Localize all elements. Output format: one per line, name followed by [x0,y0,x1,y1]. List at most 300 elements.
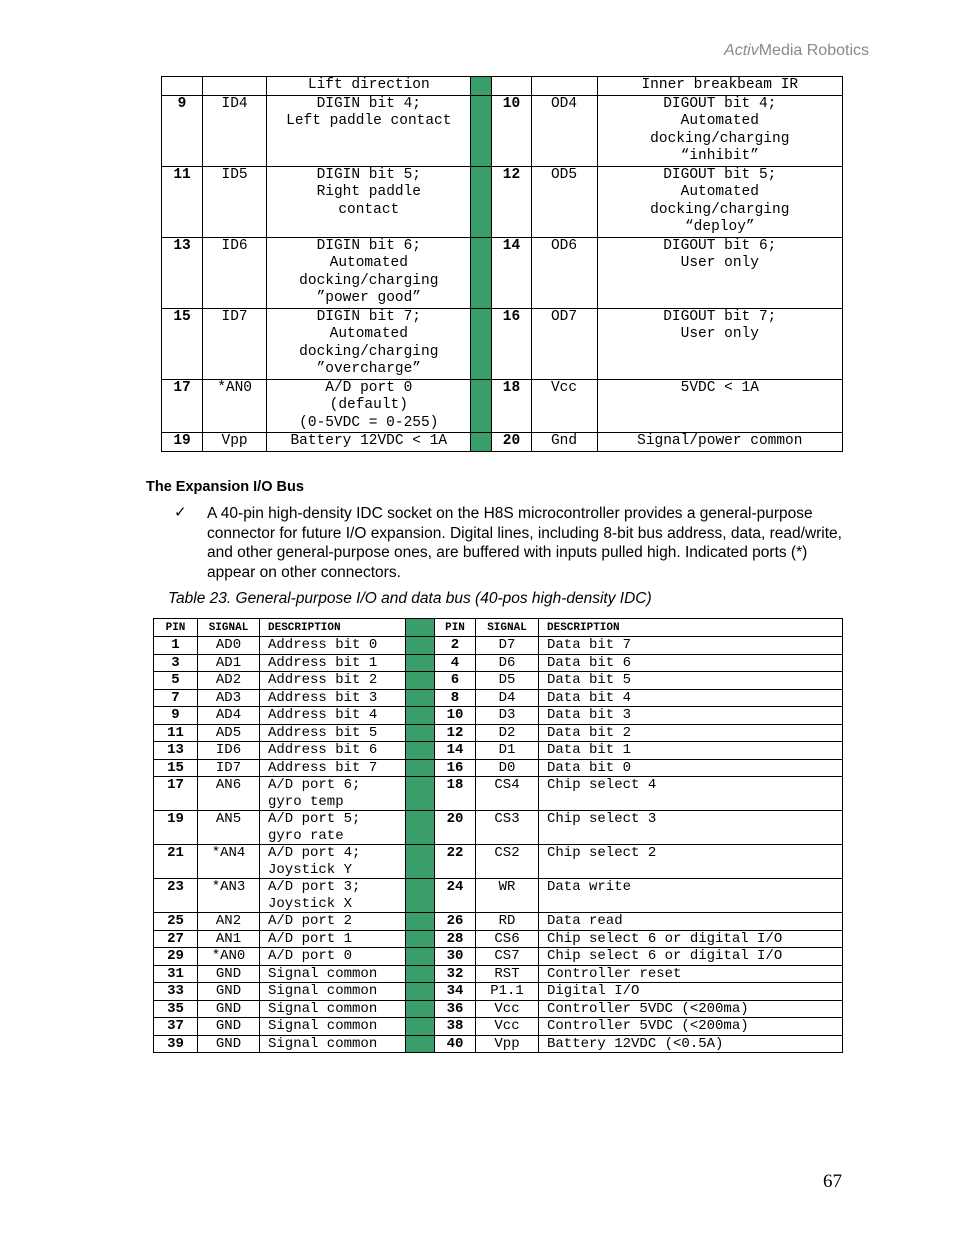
signal-name: WR [476,879,539,913]
cell-line: Chip select 3 [547,811,657,827]
signal-name: OD6 [531,237,597,308]
description [597,379,842,433]
header-pin: PIN [154,619,198,637]
signal-name: *AN3 [198,879,260,913]
description [260,777,406,811]
description [539,724,843,742]
description [539,845,843,879]
cell-line: Signal common [268,1000,378,1017]
signal-name: RD [476,913,539,931]
pin-number: 13 [162,237,203,308]
column-divider [406,1018,435,1036]
signal-name: D0 [476,759,539,777]
signal-name: AD1 [198,654,260,672]
table-row [154,724,843,742]
description [539,1035,843,1053]
signal-name: ID6 [203,237,267,308]
table-row [154,689,843,707]
signal-name: D6 [476,654,539,672]
cell-line: DIGIN bit 7; [316,308,421,325]
signal-name: GND [198,1035,260,1053]
description [260,672,406,690]
description [260,965,406,983]
header-signal: SIGNAL [476,619,539,637]
pin-number: 15 [162,308,203,379]
cell-line: Data bit 3 [547,707,632,723]
pin-number: 18 [492,379,531,433]
signal-name: AD3 [198,689,260,707]
cell-line: (default) [329,397,408,413]
cell-line: DIGIN bit 5; [316,166,421,183]
signal-name: AD2 [198,672,260,690]
pin-number: 5 [154,672,198,690]
signal-name: AN6 [198,777,260,811]
pin-number: 17 [154,777,198,811]
column-divider [406,619,435,637]
description [260,930,406,948]
pin-number: 40 [435,1035,476,1053]
cell-line: Chip select 6 or digital I/O [547,948,783,964]
column-divider [406,724,435,742]
header-description: DESCRIPTION [539,619,843,637]
table-row [162,308,843,379]
cell-line: ”overcharge” [316,361,421,377]
cell-line: Signal common [268,1018,378,1034]
signal-name: D4 [476,689,539,707]
table-row [162,433,843,452]
signal-name: D3 [476,707,539,725]
cell-line: gyro rate [268,827,344,844]
description [539,637,843,655]
pin-number: 9 [154,707,198,725]
column-divider [406,1035,435,1053]
cell-line: Data bit 0 [547,759,632,776]
pin-number: 12 [492,166,531,237]
pin-number: 28 [435,930,476,948]
signal-name: *AN0 [198,948,260,966]
pin-number: 7 [154,689,198,707]
description [260,637,406,655]
description [539,930,843,948]
description [539,811,843,845]
description [260,811,406,845]
pin-number: 27 [154,930,198,948]
cell-line: A/D port 4; [268,845,361,861]
signal-name: CS6 [476,930,539,948]
description [539,965,843,983]
pin-number: 19 [162,433,203,452]
column-divider [406,654,435,672]
pin-number: 11 [162,166,203,237]
signal-name: Vpp [203,433,267,452]
cell-line: Automated [329,326,408,342]
column-divider [406,759,435,777]
signal-name: CS3 [476,811,539,845]
description [597,433,842,452]
pin-number: 33 [154,983,198,1001]
table-row [162,379,843,433]
column-divider [471,77,492,96]
description [267,308,471,379]
description [260,845,406,879]
column-divider [406,707,435,725]
cell-line: User only [680,326,759,342]
section-title: The Expansion I/O Bus [146,479,304,495]
cell-line: DIGOUT bit 4; [663,95,777,112]
signal-name: AD4 [198,707,260,725]
pin-number: 31 [154,965,198,983]
cell-line: Joystick Y [268,861,353,878]
signal-name: OD4 [531,95,597,166]
page-number: 67 [823,1171,842,1192]
pinout-table-continued [161,76,843,452]
pin-number: 3 [154,654,198,672]
expansion-io-table [153,618,843,1053]
cell-line: contact [338,201,400,218]
column-divider [406,913,435,931]
column-divider [406,742,435,760]
cell-line: DIGOUT bit 6; [663,237,777,254]
description [539,707,843,725]
cell-line: Data bit 1 [547,742,632,758]
cell-line: Data bit 7 [547,637,632,653]
cell-line: “deploy” [684,219,755,235]
column-divider [471,379,492,433]
signal-name: *AN0 [203,379,267,433]
description [539,689,843,707]
cell-line: Data read [547,913,623,929]
table-row [154,879,843,913]
description [260,1000,406,1018]
table-row [154,707,843,725]
cell-line: Address bit 1 [268,654,378,671]
cell-line: A/D port 2 [268,913,353,929]
pin-number: 14 [492,237,531,308]
cell-line: “inhibit” [680,148,759,164]
description [267,237,471,308]
table-row [154,845,843,879]
signal-name: AD5 [198,724,260,742]
cell-line: Automated [329,255,408,271]
signal-name: GND [198,983,260,1001]
column-divider [406,1000,435,1018]
description [539,672,843,690]
cell-line: Address bit 2 [268,672,378,688]
table-row [154,1035,843,1053]
signal-name: ID4 [203,95,267,166]
cell-line: A/D port 0 [325,379,413,396]
cell-line: Controller 5VDC (<200ma) [547,1000,749,1017]
pin-number: 24 [435,879,476,913]
signal-name: Vcc [476,1000,539,1018]
description [260,689,406,707]
cell-line: docking/charging [299,272,439,289]
cell-line: A/D port 3; [268,879,361,895]
table-row [154,930,843,948]
header-description: DESCRIPTION [260,619,406,637]
table-row [162,77,843,96]
table-row [154,1018,843,1036]
cell-line: Data bit 5 [547,672,632,688]
table-row [154,637,843,655]
cell-line: gyro temp [268,793,344,810]
column-divider [471,433,492,452]
description [260,983,406,1001]
table-row [162,166,843,237]
cell-line: Address bit 6 [268,742,378,758]
table-row [154,965,843,983]
cell-line: DIGOUT bit 5; [663,166,777,183]
description [267,95,471,166]
pin-number: 8 [435,689,476,707]
signal-name: D7 [476,637,539,655]
pin-number: 35 [154,1000,198,1018]
description [539,879,843,913]
description [260,654,406,672]
column-divider [471,95,492,166]
column-divider [471,237,492,308]
description [260,724,406,742]
table-row [154,1000,843,1018]
column-divider [406,637,435,655]
cell-line: Address bit 4 [268,707,378,723]
column-divider [406,811,435,845]
cell-line: Data write [547,879,632,895]
table-row [162,95,843,166]
checkmark-icon: ✓ [174,503,187,521]
table-row [154,913,843,931]
signal-name: ID7 [198,759,260,777]
signal-name: GND [198,1018,260,1036]
description [539,1018,843,1036]
pin-number: 30 [435,948,476,966]
signal-name: CS7 [476,948,539,966]
signal-name: Gnd [531,433,597,452]
cell-line: Chip select 2 [547,845,657,861]
signal-name: AD0 [198,637,260,655]
pin-number: 17 [162,379,203,433]
description [597,166,842,237]
pin-number: 1 [154,637,198,655]
brand-rest: Media Robotics [758,42,869,59]
pin-number: 21 [154,845,198,879]
pin-number: 20 [435,811,476,845]
cell-line: Address bit 5 [268,724,378,741]
cell-line: Data bit 4 [547,689,632,706]
signal-name: CS4 [476,777,539,811]
description [539,913,843,931]
cell-line: ”power good” [316,290,421,306]
cell-line: DIGOUT bit 7; [663,308,777,325]
cell-line: (0-5VDC = 0-255) [299,414,439,431]
cell-line: Battery 12VDC < 1A [290,433,448,449]
signal-name: D5 [476,672,539,690]
pin-number: 32 [435,965,476,983]
column-divider [406,845,435,879]
column-divider [406,983,435,1001]
cell-line: docking/charging [650,130,790,147]
pin-number: 29 [154,948,198,966]
cell-line: Address bit 7 [268,759,378,776]
description [260,1018,406,1036]
pin-number: 19 [154,811,198,845]
pin-number: 13 [154,742,198,760]
signal-name: ID6 [198,742,260,760]
table-row [154,811,843,845]
column-divider [406,879,435,913]
cell-line: 5VDC < 1A [680,379,759,396]
cell-line: Data bit 2 [547,724,632,741]
cell-line: Address bit 3 [268,689,378,706]
description [260,948,406,966]
brand-italic: Activ [724,42,759,59]
column-divider [471,308,492,379]
cell-line: A/D port 5; [268,811,361,827]
table-row [154,948,843,966]
description [539,1000,843,1018]
cell-line: Signal common [268,965,378,982]
description [260,913,406,931]
table-row [154,654,843,672]
table-row [162,237,843,308]
column-divider [406,777,435,811]
pin-number: 12 [435,724,476,742]
pin-number: 16 [492,308,531,379]
header-pin: PIN [435,619,476,637]
column-divider [406,689,435,707]
table-header-row [154,619,843,637]
column-divider [406,930,435,948]
table-row [154,742,843,760]
column-divider [406,672,435,690]
description [539,948,843,966]
cell-line: A/D port 0 [268,948,353,964]
cell-line: Controller reset [547,965,682,982]
pin-number: 37 [154,1018,198,1036]
description [260,707,406,725]
cell-line: Left paddle contact [286,113,452,129]
column-divider [406,948,435,966]
cell-line: DIGIN bit 4; [316,95,421,112]
signal-name: AN5 [198,811,260,845]
cell-line: Joystick X [268,895,353,912]
table-row [154,672,843,690]
cell-line: Digital I/O [547,983,640,999]
table-cell: Lift direction [267,77,471,96]
pin-number: 10 [435,707,476,725]
pin-number: 25 [154,913,198,931]
cell-line: User only [680,255,759,271]
pin-number: 10 [492,95,531,166]
pin-number: 4 [435,654,476,672]
pin-number: 9 [162,95,203,166]
pin-number: 15 [154,759,198,777]
signal-name: Vpp [476,1035,539,1053]
description [539,983,843,1001]
cell-line: Signal common [268,1035,378,1052]
pin-number: 11 [154,724,198,742]
signal-name: ID7 [203,308,267,379]
cell-line: Data bit 6 [547,654,632,671]
running-header [724,42,869,60]
signal-name: OD5 [531,166,597,237]
description [267,433,471,452]
cell-line: Signal common [268,983,378,999]
pin-number: 16 [435,759,476,777]
description [260,879,406,913]
description [539,759,843,777]
description [267,166,471,237]
signal-name: ID5 [203,166,267,237]
pin-number: 20 [492,433,531,452]
cell-line: Chip select 4 [547,777,657,793]
cell-line: docking/charging [650,201,790,218]
table-row [154,759,843,777]
pin-number: 39 [154,1035,198,1053]
pin-number: 26 [435,913,476,931]
column-divider [406,965,435,983]
header-signal: SIGNAL [198,619,260,637]
description [539,654,843,672]
pin-number: 2 [435,637,476,655]
pin-number: 34 [435,983,476,1001]
pin-number: 38 [435,1018,476,1036]
pin-number: 22 [435,845,476,879]
signal-name: D1 [476,742,539,760]
signal-name: AN2 [198,913,260,931]
cell-line: docking/charging [299,343,439,360]
cell-line: A/D port 6; [268,777,361,793]
column-divider [471,166,492,237]
description [260,759,406,777]
pin-number: 23 [154,879,198,913]
body-paragraph: A 40-pin high-density IDC socket on the H8S microcontroller provides a general-purpose connector for future I/O expansion. Digital lines, including 8-bit bus address, data, read/write, and other general-purpose ones, are buffered with inputs pulled high. Indicated ports (*) appear on other connectors. [207,505,842,581]
cell-line: Signal/power common [637,433,803,449]
cell-line: A/D port 1 [268,930,353,947]
signal-name: OD7 [531,308,597,379]
description [267,379,471,433]
cell-line: Automated [680,113,759,129]
cell-line: Automated [680,184,759,200]
table-row [154,983,843,1001]
table-row [154,777,843,811]
signal-name: *AN4 [198,845,260,879]
cell-line: Battery 12VDC (<0.5A) [547,1035,724,1052]
description [597,237,842,308]
cell-line: Right paddle [316,184,421,200]
description [539,742,843,760]
signal-name: Vcc [531,379,597,433]
signal-name: D2 [476,724,539,742]
cell-line: Address bit 0 [268,637,378,653]
description [597,95,842,166]
table-cell: Inner breakbeam IR [597,77,842,96]
pin-number: 18 [435,777,476,811]
signal-name: GND [198,1000,260,1018]
description [597,308,842,379]
signal-name: RST [476,965,539,983]
signal-name: CS2 [476,845,539,879]
pin-number: 6 [435,672,476,690]
description [260,742,406,760]
signal-name: AN1 [198,930,260,948]
signal-name: Vcc [476,1018,539,1036]
cell-line: Chip select 6 or digital I/O [547,930,783,947]
table-caption: Table 23. General-purpose I/O and data bus (40-pos high-density IDC) [168,590,652,607]
description [539,777,843,811]
description [260,1035,406,1053]
pin-number: 36 [435,1000,476,1018]
